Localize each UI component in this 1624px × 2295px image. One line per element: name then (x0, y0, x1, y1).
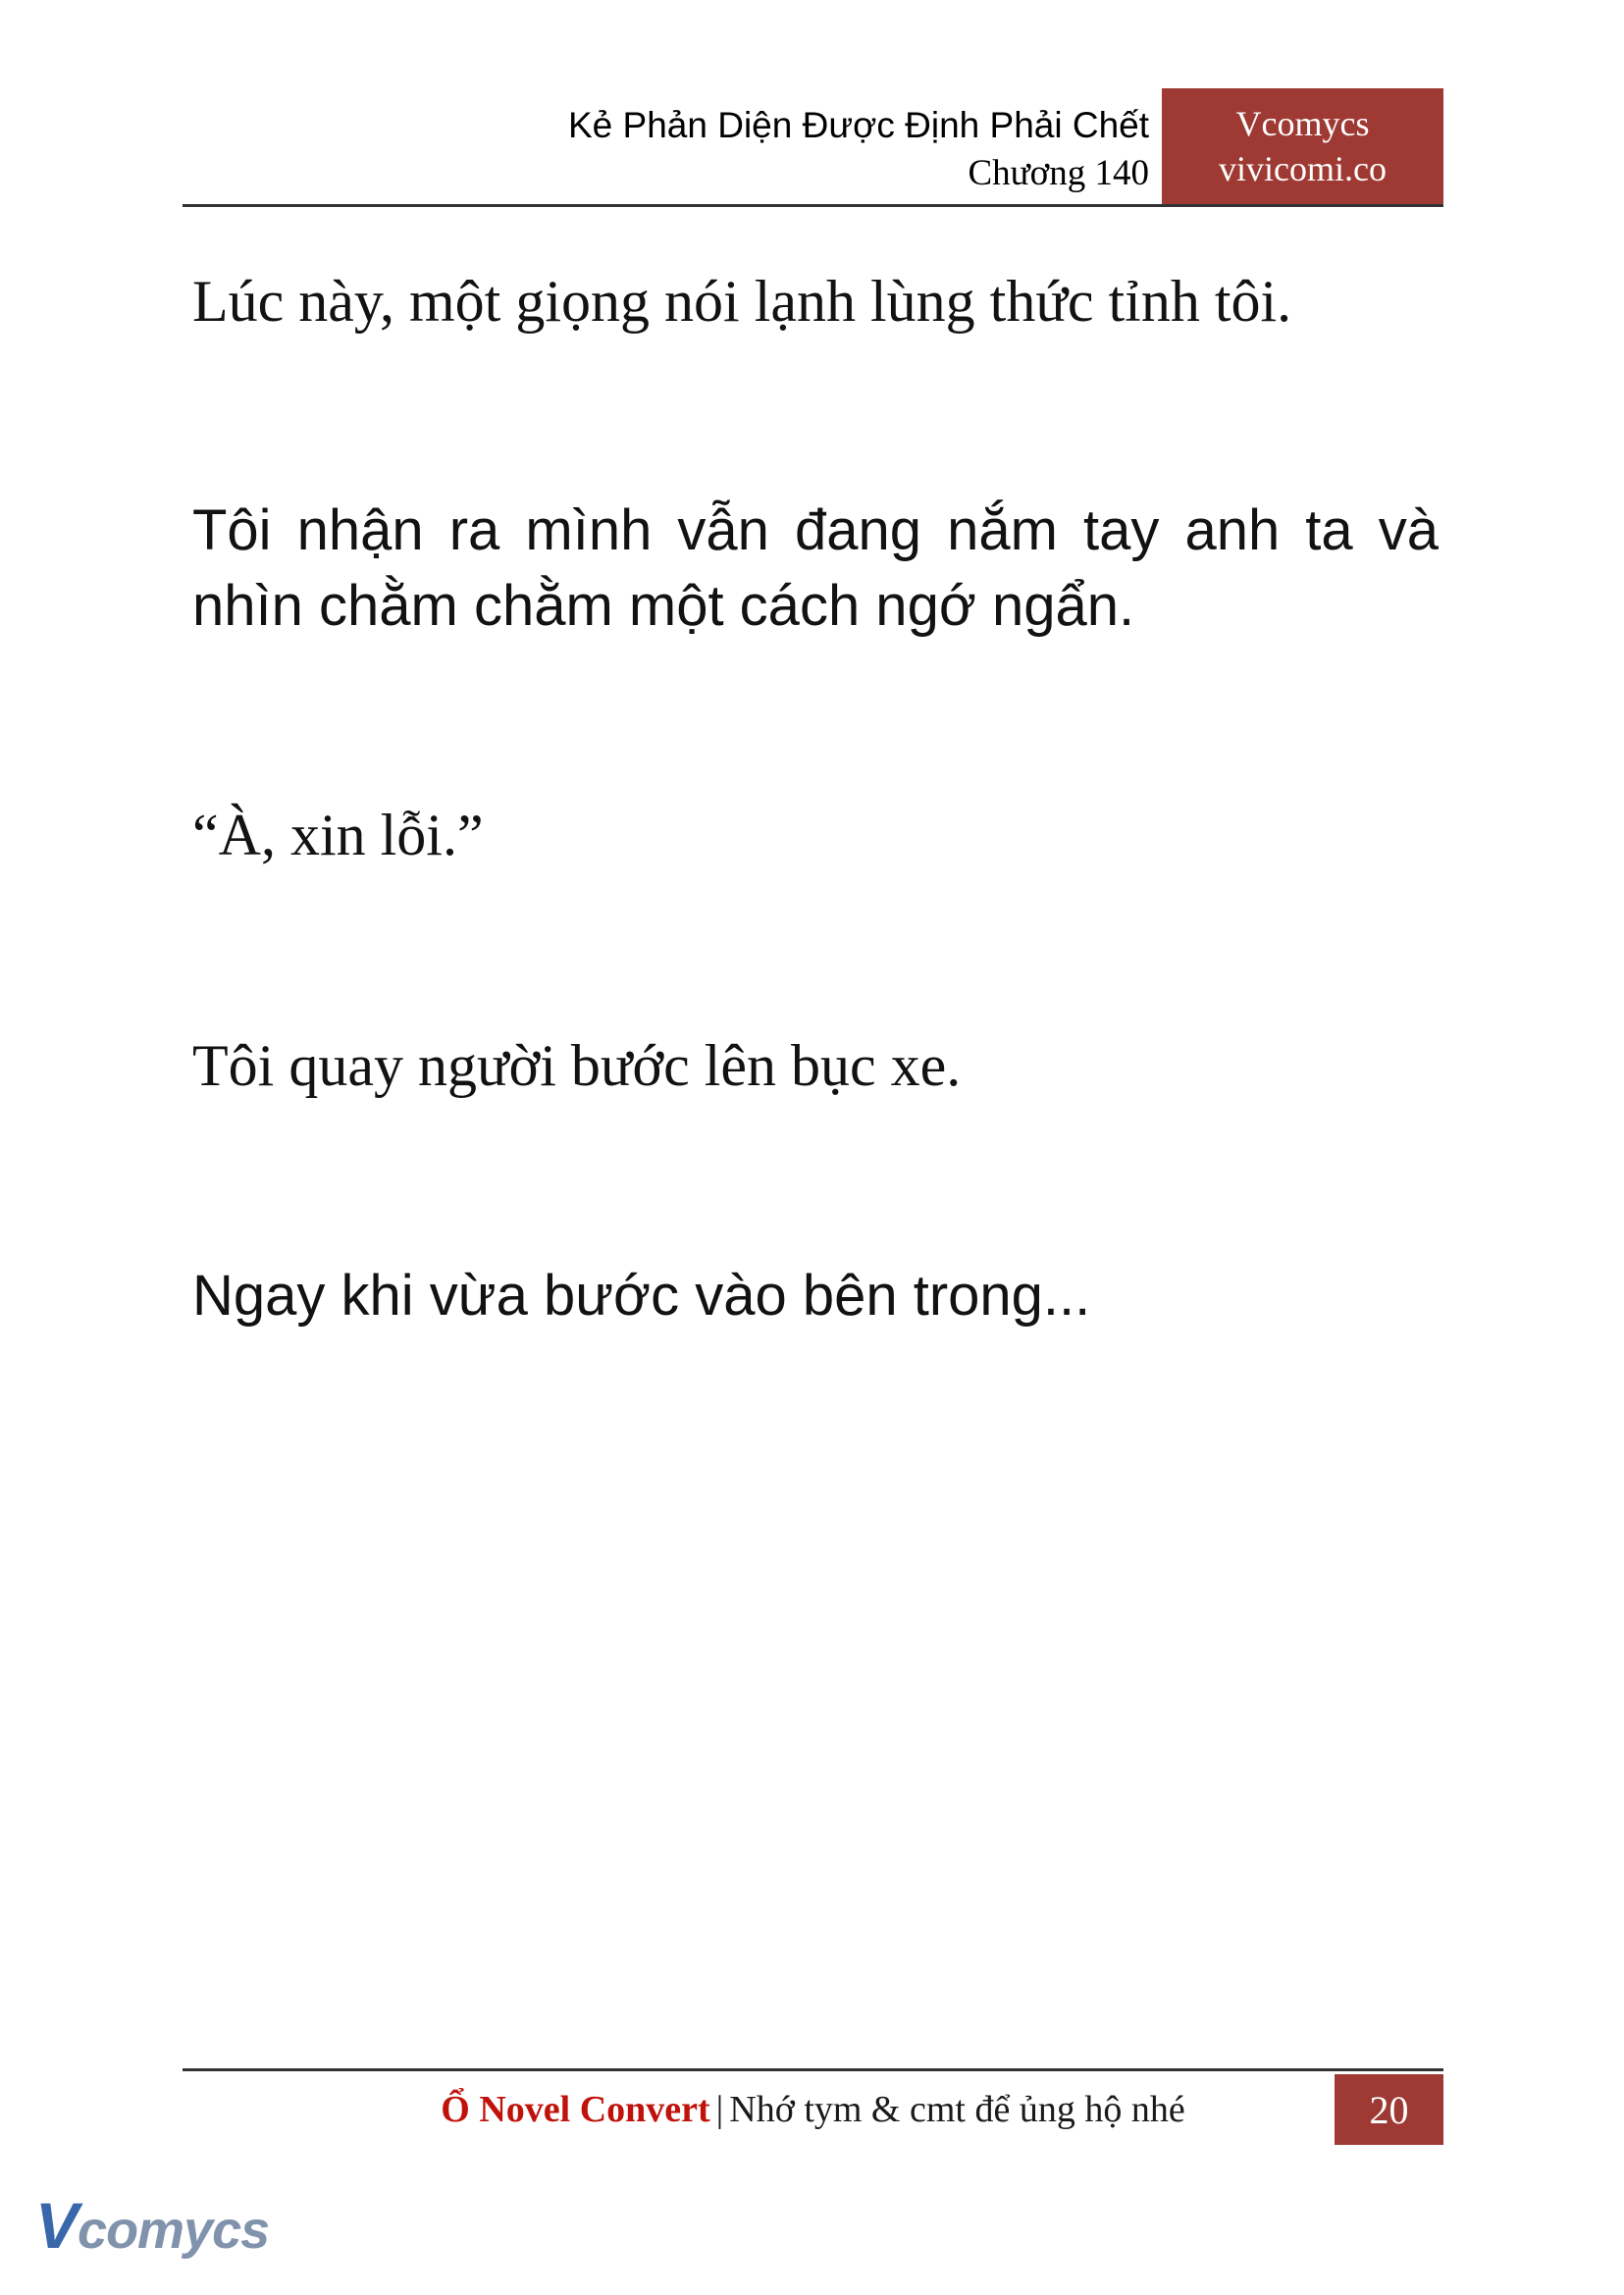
book-title: Kẻ Phản Diện Được Định Phải Chết (568, 105, 1149, 145)
header-divider (183, 204, 1443, 207)
paragraph-spacer (192, 1200, 1439, 1259)
paragraph: Tôi quay người bước lên bục xe. (192, 1033, 962, 1099)
paragraph-spacer (192, 435, 1439, 494)
watermark-text (35, 2183, 270, 2272)
paragraph-spacer (192, 968, 1439, 1027)
footer-separator: | (715, 2089, 724, 2130)
chapter-label: Chương 140 (968, 152, 1149, 193)
paragraph: “À, xin lỗi.” (192, 803, 484, 868)
site-badge-url: vivicomi.co (1219, 149, 1387, 188)
paragraph: Ngay khi vừa bước vào bên trong... (192, 1263, 1091, 1328)
page-body (192, 263, 1439, 1428)
site-badge (1162, 88, 1443, 204)
site-badge-name: Vcomycs (1235, 103, 1370, 143)
watermark-rest: comycs (78, 2201, 270, 2260)
footer-text-block (183, 2071, 1443, 2148)
page-header (183, 88, 1443, 208)
paragraph: Tôi nhận ra mình vẫn đang nắm tay anh ta và nhìn chằm chằm một cách ngớ ngẩn. (192, 498, 1439, 638)
paragraph: Lúc này, một giọng nói lạnh lùng thức tỉnh tôi. (192, 269, 1292, 334)
watermark-initial: V (35, 2189, 79, 2262)
footer-line (441, 2088, 1184, 2131)
header-title-block (568, 102, 1149, 198)
page-number-badge: 20 (1335, 2074, 1443, 2145)
vcomycs-watermark-logo (35, 2183, 270, 2268)
footer-note: Nhớ tym & cmt để ủng hộ nhé (729, 2089, 1185, 2130)
page-footer (183, 2068, 1443, 2163)
paragraph-spacer (192, 738, 1439, 797)
footer-brand: Ổ Novel Convert (441, 2089, 710, 2130)
